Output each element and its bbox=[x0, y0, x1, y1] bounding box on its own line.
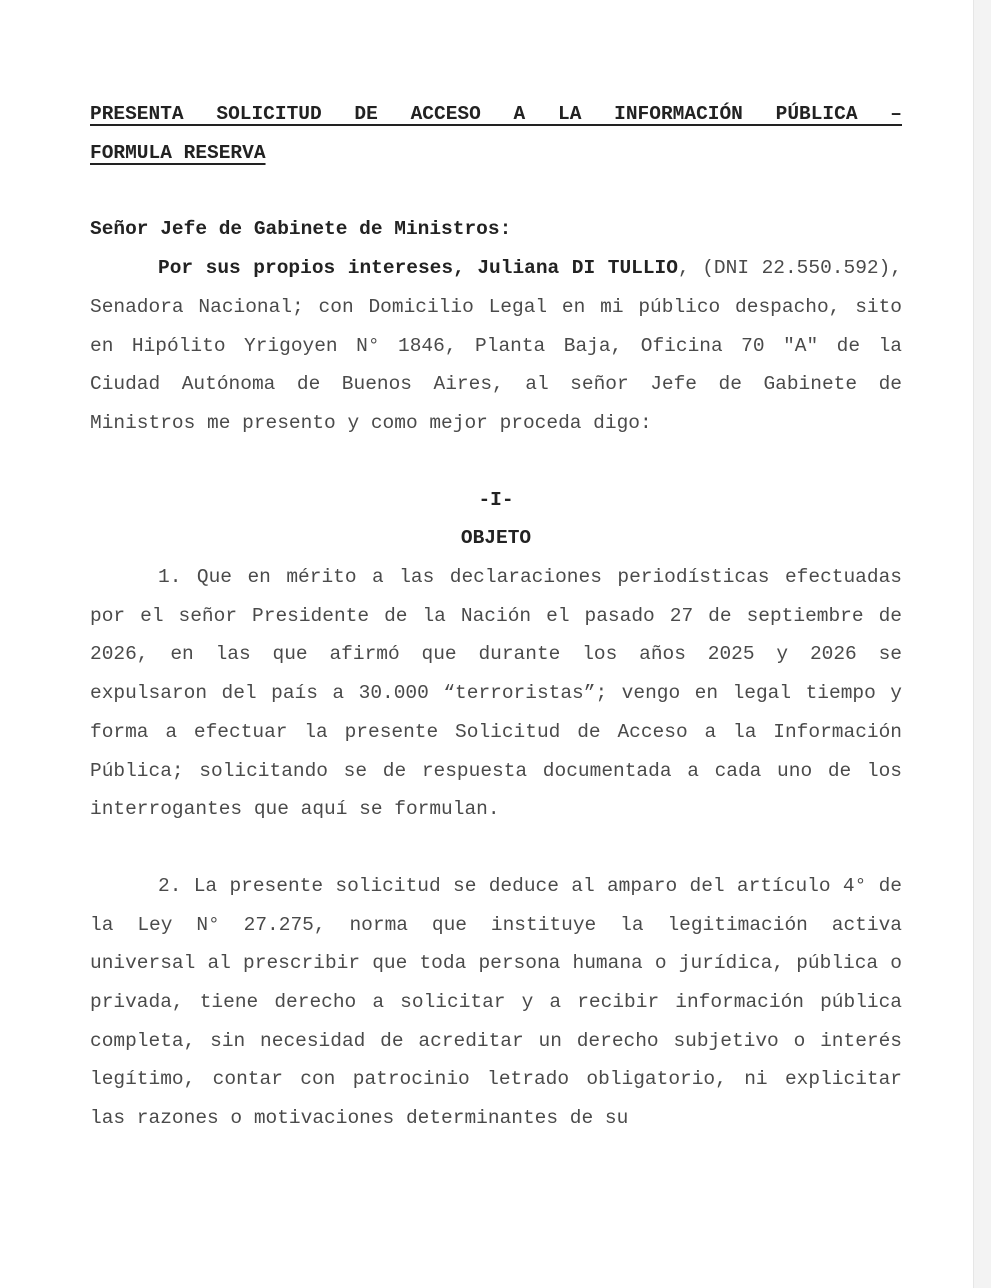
intro-paragraph bbox=[90, 249, 902, 443]
intro-rest-text: , (DNI 22.550.592), Senadora Nacional; con Domicilio Legal en mi público despacho, sito en Hipólito Yrigoyen N° 1846, Planta Baja, Oficina 70 "A" de la Ciudad Autónoma de Buenos Aires, al señor Jefe de Gabinete de Ministros me presento y como mejor proceda digo: bbox=[90, 257, 902, 434]
paragraph-2: 2. La presente solicitud se deduce al amparo del artículo 4° de la Ley N° 27.275, norma que instituye la legitimación activa universal al prescribir que toda persona humana o jurídica, pública o privada, tiene derecho a solicitar y a recibir información pública completa, sin necesidad de acreditar un derecho subjetivo o interés legítimo, contar con patrocinio letrado obligatorio, ni explicitar las razones o motivaciones determinantes de su bbox=[90, 874, 902, 1130]
greeting: Señor Jefe de Gabinete de Ministros: bbox=[90, 218, 512, 241]
section-title: OBJETO bbox=[460, 527, 532, 550]
document-title-line-1: PRESENTA SOLICITUD DE ACCESO A LA INFORMACIÓN PÚBLICA – bbox=[90, 103, 902, 125]
document-title-line-2: FORMULA RESERVA bbox=[90, 141, 266, 164]
document-title bbox=[90, 95, 902, 172]
document-body bbox=[90, 95, 902, 1138]
section-number: -I- bbox=[478, 488, 514, 511]
page-edge bbox=[973, 0, 991, 1288]
paragraph-1: 1. Que en mérito a las declaraciones periodísticas efectuadas por el señor Presidente de la Nación el pasado 27 de septiembre de 2026, en las que afirmó que durante los años 2025 y 2026 se expulsaron del país a 30.000 “terroristas”; vengo en legal tiempo y forma a efectuar la presente Solicitud de Acceso a la Información Pública; solicitando se de respuesta documentada a cada uno de los interrogantes que aquí se formulan. bbox=[90, 566, 902, 821]
intro-bold-text: Por sus propios intereses, Juliana DI TULLIO bbox=[158, 257, 678, 280]
